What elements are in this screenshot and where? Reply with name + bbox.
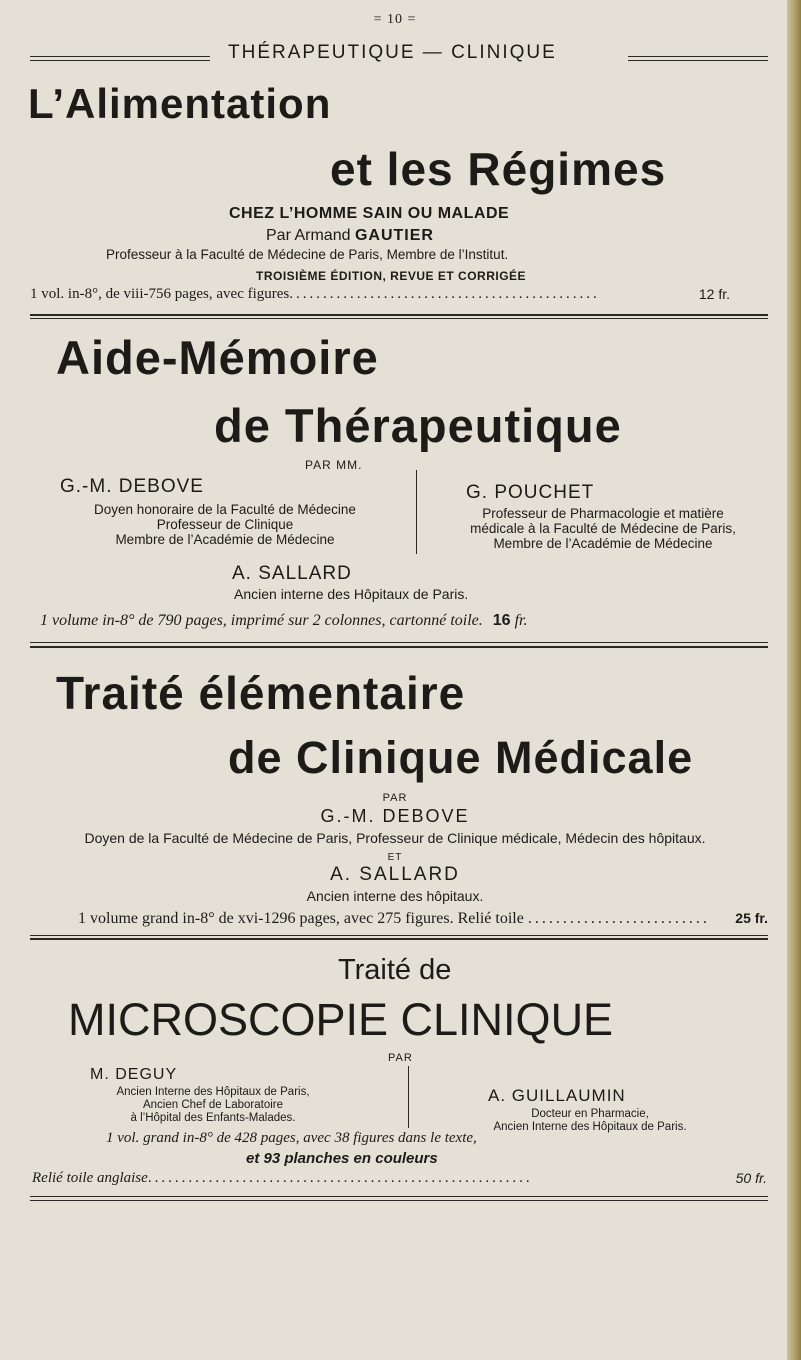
rule-3 [30, 935, 768, 936]
book2-volume-desc: 1 volume in-8° de 790 pages, imprimé sur 2 colonnes, cartonné toile. [40, 612, 483, 629]
book1-title-line2: et les Régimes [330, 143, 667, 195]
book2-price-unit: fr. [514, 612, 528, 629]
book2-par: PAR MM. [305, 458, 363, 472]
book3-price: 25 fr. [735, 910, 768, 926]
book1-volume-desc: 1 vol. in-8°, de viii-756 pages, avec figures [30, 286, 290, 302]
book1-edition: TROISIÈME ÉDITION, REVUE ET CORRIGÉE [256, 269, 527, 283]
book3-title-line1: Traité élémentaire [56, 667, 466, 719]
rule-1 [30, 314, 768, 316]
book2-author1-desc-2: Professeur de Clinique [156, 517, 294, 532]
page-number-value: 10 [387, 12, 403, 27]
book1-title-line1: L’Alimentation [28, 80, 332, 127]
book2-volume-line [40, 612, 527, 630]
book1-price-line [30, 286, 730, 303]
page-edge [787, 0, 801, 1360]
book4-author1-desc-1: Ancien Interne des Hôpitaux de Paris, [116, 1086, 310, 1098]
header-rule-left-2 [30, 60, 210, 61]
book3-par: PAR [382, 792, 408, 804]
book3-volume-desc: 1 volume grand in-8° de xvi-1296 pages, avec 275 figures. Relié toile [78, 910, 524, 927]
book1-author-line [266, 227, 434, 245]
book2-author1-desc [40, 502, 410, 547]
book2-author2: G. POUCHET [466, 482, 595, 503]
book1-price: 12 fr. [698, 286, 730, 302]
header-rule-left [30, 56, 210, 57]
book3-author1: G.-M. DEBOVE [320, 806, 470, 826]
rule-1b [30, 318, 768, 319]
rule-2 [30, 642, 768, 643]
book4-title-line1: Traité de [338, 954, 452, 986]
section-header: THÉRAPEUTIQUE — CLINIQUE [228, 42, 557, 63]
book4-leader: ......................................................... [147, 1170, 533, 1186]
header-rule-right-2 [628, 60, 768, 61]
book2-divider [416, 470, 417, 554]
book3-title-line2: de Clinique Médicale [228, 732, 694, 783]
book2-title-line2: de Thérapeutique [214, 399, 622, 452]
book3-author2: A. SALLARD [330, 864, 460, 885]
book2-author1: G.-M. DEBOVE [60, 476, 204, 497]
book4-author2: A. GUILLAUMIN [488, 1086, 626, 1105]
header-rule-right [628, 56, 768, 57]
book4-divider [408, 1066, 409, 1128]
book4-author1-desc [40, 1086, 386, 1125]
book3-et: ET [387, 852, 403, 863]
book4-binding: Relié toile anglaise [32, 1170, 148, 1186]
book2-author2-desc-3: Membre de l’Académie de Médecine [493, 536, 713, 551]
rule-2b [30, 646, 768, 648]
book4-volume-desc: 1 vol. grand in-8° de 428 pages, avec 38 figures dans le texte, [106, 1130, 477, 1146]
rule-4 [30, 1196, 768, 1197]
book4-title-line2: MICROSCOPIE CLINIQUE [68, 994, 614, 1045]
book4-author1-desc-2: Ancien Chef de Laboratoire [142, 1099, 283, 1111]
book4-author2-desc-2: Ancien Interne des Hôpitaux de Paris. [493, 1121, 687, 1133]
book1-leader: .............................................. [289, 286, 600, 302]
rule-4b [30, 1200, 768, 1201]
book1-subtitle: CHEZ L’HOMME SAIN OU MALADE [229, 205, 510, 222]
book2-author2-desc-2: médicale à la Faculté de Médecine de Paris, [470, 521, 736, 536]
book4-author1-desc-3: à l’Hôpital des Enfants-Malades. [130, 1112, 296, 1124]
book2-author2-desc [422, 506, 784, 551]
book4-price-line [32, 1170, 767, 1187]
book4-author1: M. DEGUY [90, 1066, 178, 1083]
book4-author2-desc-1: Docteur en Pharmacie, [531, 1108, 649, 1120]
book1-author: GAUTIER [354, 227, 434, 244]
book3-author2-desc: Ancien interne des hôpitaux. [306, 888, 484, 904]
rule-3b [30, 938, 768, 940]
book4-price: 50 fr. [735, 1170, 767, 1186]
book2-author1-desc-3: Membre de l’Académie de Médecine [115, 532, 335, 547]
book2-price-value: 16 [492, 612, 511, 629]
book2-author3: A. SALLARD [232, 563, 352, 584]
book2-title-line1: Aide-Mémoire [56, 331, 379, 384]
book1-author-desc: Professeur à la Faculté de Médecine de Paris, Membre de l’Institut. [106, 247, 509, 262]
book2-author1-desc-1: Doyen honoraire de la Faculté de Médecine [94, 502, 356, 517]
book4-par: PAR [388, 1052, 413, 1064]
book1-author-prefix: Par Armand [266, 227, 351, 244]
book3-author1-desc: Doyen de la Faculté de Médecine de Paris, Professeur de Clinique médicale, Médecin des hôpitaux. [84, 830, 706, 846]
book3-price-line [78, 910, 768, 928]
page-number: = 10 = [373, 12, 417, 27]
book2-author2-desc-1: Professeur de Pharmacologie et matière [482, 506, 724, 521]
book2-author3-desc: Ancien interne des Hôpitaux de Paris. [234, 586, 469, 602]
book4-plates: et 93 planches en couleurs [246, 1150, 438, 1167]
book3-leader: .......................... [527, 910, 710, 927]
